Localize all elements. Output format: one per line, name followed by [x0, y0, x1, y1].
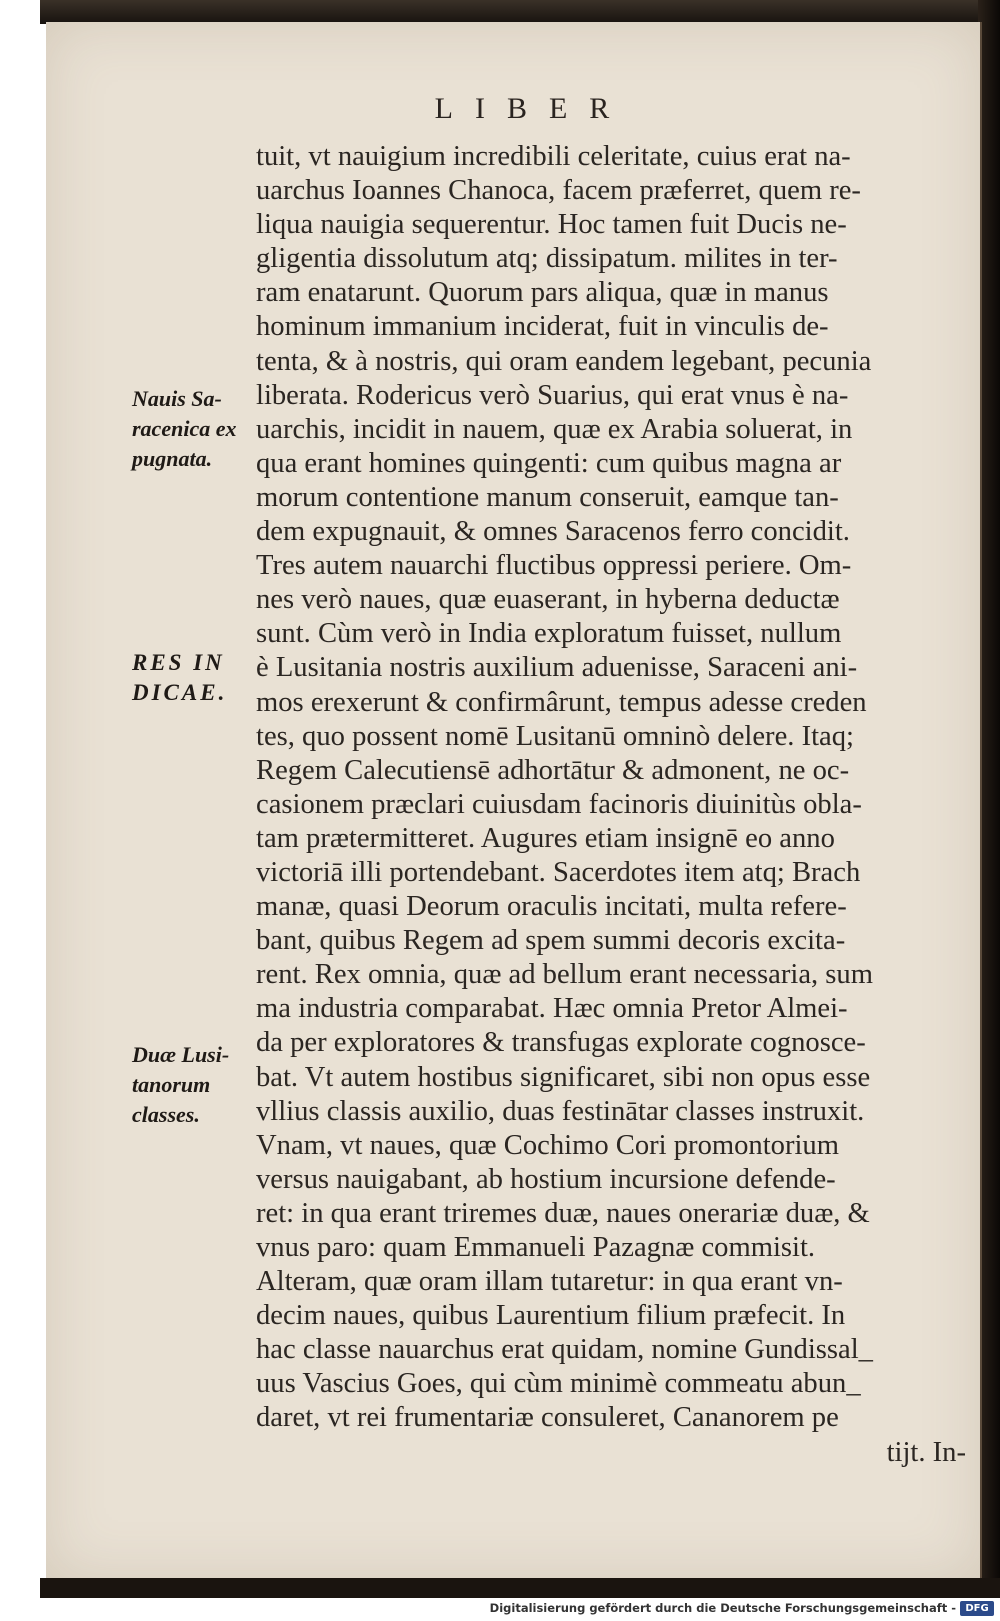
- catchword-line: tijt. In-: [886, 1436, 966, 1468]
- text-line: victoriā illi portendebant. Sacerdotes item atq; Brach: [256, 856, 861, 888]
- text-line: manæ, quasi Deorum oraculis incitati, multa refere-: [256, 891, 847, 923]
- marginal-line: tanorum: [132, 1072, 211, 1097]
- text-line: rent. Rex omnia, quæ ad bellum erant necessaria, sum: [256, 959, 873, 991]
- text-line: dem expugnauit, & omnes Saracenos ferro concidit.: [256, 516, 850, 548]
- text-line: ma industria comparabat. Hæc omnia Pretor Almei-: [256, 993, 848, 1025]
- marginal-line: racenica ex: [132, 416, 237, 441]
- text-line: vllius classis auxilio, duas festinātar classes instruxit.: [256, 1095, 865, 1127]
- text-line: tenta, & à nostris, qui oram eandem legebant, pecunia: [256, 345, 872, 377]
- text-line: è Lusitania nostris auxilium aduenisse, Saraceni ani-: [256, 652, 858, 684]
- digitization-footer: [0, 1598, 1000, 1621]
- marginal-note-ship: [132, 384, 262, 474]
- text-line: mos erexerunt & confirmârunt, tempus adesse creden: [256, 686, 867, 718]
- text-line: bat. Vt autem hostibus significaret, sibi non opus esse: [256, 1061, 871, 1093]
- text-line: Regem Calecutiensē adhortātur & admonent, ne oc-: [256, 754, 850, 786]
- text-line: ram enatarunt. Quorum pars aliqua, quæ in manus: [256, 277, 829, 309]
- marginal-note-fleets: [132, 1040, 262, 1130]
- text-line: da per exploratores & transfugas explorate cognosce-: [256, 1027, 866, 1059]
- text-line: sunt. Cùm verò in India exploratum fuisset, nullum: [256, 618, 842, 650]
- text-line: tam prætermitteret. Augures etiam insignē eo anno: [256, 822, 835, 854]
- text-line: uus Vascius Goes, qui cùm minimè commeatu abun_: [256, 1368, 861, 1400]
- marginal-note-india: [132, 648, 262, 708]
- text-line: decim naues, quibus Laurentium filium præfecit. In: [256, 1300, 846, 1332]
- book-binding-top: [40, 0, 1000, 24]
- marginal-line: pugnata.: [132, 446, 213, 471]
- running-head: LIBER: [434, 92, 632, 125]
- text-line: hominum immanium inciderat, fuit in vinculis de-: [256, 311, 829, 343]
- book-page: [46, 22, 982, 1580]
- funding-credit: Digitalisierung gefördert durch die Deutsche Forschungsgemeinschaft -: [489, 1601, 956, 1615]
- text-line: Vnam, vt naues, quæ Cochimo Cori promontorium: [256, 1129, 839, 1161]
- text-line: liqua nauigia sequerentur. Hoc tamen fuit Ducis ne-: [256, 209, 847, 241]
- marginal-line: Nauis Sa-: [132, 386, 222, 411]
- text-line: gligentia dissolutum atq; dissipatum. milites in ter-: [256, 243, 838, 275]
- text-line: daret, vt rei frumentariæ consuleret, Cananorem pe: [256, 1402, 839, 1434]
- book-binding-bottom: [40, 1578, 1000, 1598]
- text-line: uarchus Ioannes Chanoca, facem præferret, quem re-: [256, 175, 861, 207]
- text-line: uarchis, incidit in nauem, quæ ex Arabia soluerat, in: [256, 413, 853, 445]
- marginal-line: DICAE.: [132, 680, 228, 705]
- text-line: nes verò naues, quæ euaserant, in hyberna deductæ: [256, 584, 840, 616]
- text-line: tuit, vt nauigium incredibili celeritate, cuius erat na-: [256, 141, 851, 172]
- text-line: qua erant homines quingenti: cum quibus magna ar: [256, 447, 842, 479]
- text-line: Alteram, quæ oram illam tutaretur: in qua erant vn-: [256, 1266, 843, 1298]
- text-line: Tres autem nauarchi fluctibus oppressi periere. Om-: [256, 550, 852, 582]
- marginal-line: RES IN: [132, 650, 225, 675]
- text-line: hac classe nauarchus erat quidam, nomine Gundissal_: [256, 1334, 873, 1366]
- text-line: versus nauigabant, ab hostium incursione defende-: [256, 1163, 836, 1195]
- body-text: [256, 140, 966, 1470]
- text-line: morum contentione manum conseruit, eamque tan-: [256, 481, 839, 513]
- text-line: tes, quo possent nomē Lusitanū omninò delere. Itaq;: [256, 720, 854, 752]
- text-line: vnus paro: quam Emmanueli Pazagnæ commisit.: [256, 1232, 816, 1263]
- text-line: casionem præclari cuiusdam facinoris diuinitùs obla-: [256, 788, 862, 820]
- text-line: ret: in qua erant triremes duæ, naues onerariæ duæ, &: [256, 1197, 870, 1229]
- dfg-logo-icon: DFG: [960, 1601, 994, 1616]
- text-line: bant, quibus Regem ad spem summi decoris excita-: [256, 925, 846, 957]
- marginal-line: Duæ Lusi-: [132, 1042, 230, 1067]
- text-line: liberata. Rodericus verò Suarius, qui erat vnus è na-: [256, 379, 849, 411]
- marginal-line: classes.: [132, 1102, 200, 1127]
